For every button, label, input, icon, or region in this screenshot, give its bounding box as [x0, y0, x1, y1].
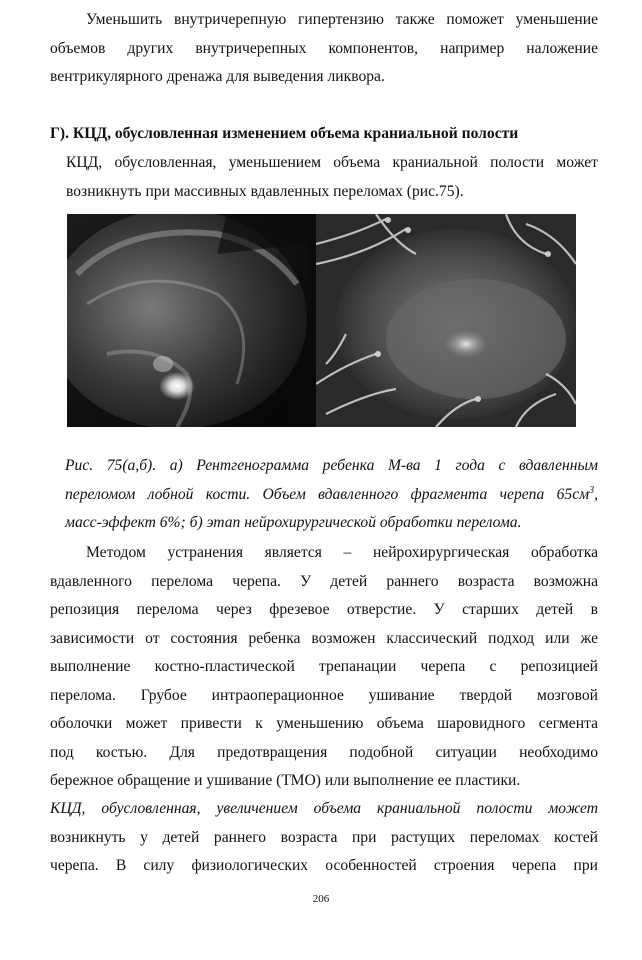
paragraph-intracranial-hypertension [50, 6, 598, 92]
text-line: Уменьшить внутричерепную гипертензию также поможет уменьшение [86, 11, 598, 28]
text-line: возникнуть у детей раннего возраста при растущих переломах костей [50, 828, 598, 846]
text-line: Методом устранения является – нейрохирургическая обработка [86, 544, 598, 561]
paragraph-treatment-method [50, 539, 598, 796]
figure-75 [67, 214, 576, 427]
text-line: выполнение костно-пластической трепанации черепа с репозицией [50, 658, 598, 675]
caption-line: Рис. 75(а,б). а) Рентгенограмма ребенка М-ва 1 года с вдавленным [65, 457, 598, 474]
text-line: оболочки может привести к уменьшению объема шаровидного сегмента [50, 715, 598, 732]
text-line: бережное обращение и ушивание (ТМО) или выполнение ее пластики. [50, 772, 521, 789]
paragraph-increased-volume [50, 795, 598, 881]
text-line: под костью. Для предотвращения подобной ситуации необходимо [50, 743, 598, 761]
caption-text: переломом лобной кости. Объем вдавленного фрагмента черепа 65см [65, 485, 590, 503]
xray-image [67, 214, 316, 427]
page-number: 206 [312, 893, 330, 905]
superscript: 3 [589, 484, 595, 496]
text-line: вентрикулярного дренажа для выведения ликвора. [50, 68, 385, 85]
text-line: черепа. В силу физиологических особенностей строения черепа при [50, 857, 598, 874]
text-line: КЦД, обусловленная, уменьшением объема краниальной полости может [66, 154, 598, 171]
surgery-photo [316, 214, 576, 427]
text-line: зависимости от состояния ребенка возможен классический подход или же [50, 629, 598, 647]
paragraph-decreased-volume [50, 149, 598, 206]
section-heading: Г). КЦД, обусловленная изменением объема краниальной полости [50, 125, 519, 142]
figure-caption [65, 452, 598, 538]
caption-text: , [594, 485, 598, 503]
text-line: возникнуть при массивных вдавленных переломах (рис.75). [66, 182, 464, 200]
text-line: репозиция перелома через фрезевое отверстие. У старших детей в [50, 601, 598, 618]
text-line: объемов других внутричерепных компонентов, например наложение [50, 39, 598, 57]
text-line: перелома. Грубое интраоперационное ушивание твердой мозговой [50, 686, 598, 704]
caption-line [65, 481, 598, 510]
caption-line: масс-эффект 6%; б) этап нейрохирургической обработки перелома. [65, 514, 522, 531]
text-line-italic: КЦД, обусловленная, увеличением объема краниальной полости может [50, 800, 598, 817]
text-line: вдавленного перелома черепа. У детей раннего возраста возможна [50, 572, 598, 590]
